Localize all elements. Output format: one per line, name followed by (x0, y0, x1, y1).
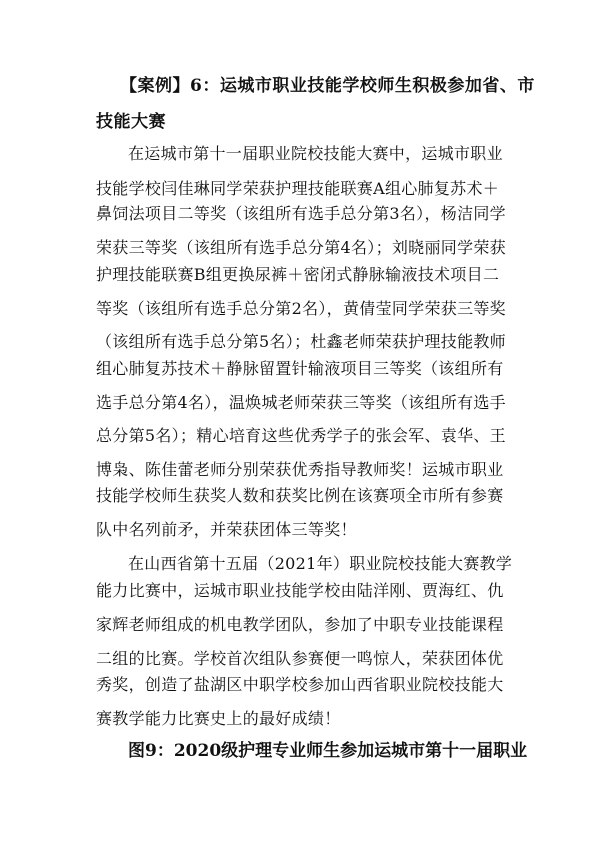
paragraph-2-line: 赛教学能力比赛史上的最好成绩！ (96, 709, 341, 728)
paragraph-1-line: 博枭、陈佳蕾老师分别荣获优秀指导教师奖！运城市职业 (96, 460, 504, 479)
paragraph-1-line: 护理技能联赛B组更换尿裤＋密闭式静脉输液技术项目二 (96, 265, 500, 284)
case-heading-line-1: 【案例】6：运城市职业技能学校师生积极参加省、市 (120, 76, 535, 96)
paragraph-1-line: （该组所有选手总分第5名）；杜鑫老师荣获护理技能教师 (96, 332, 506, 351)
paragraph-2-line: 家辉老师组成的机电教学团队，参加了中职专业技能课程 (96, 615, 504, 634)
paragraph-1-line: 鼻饲法项目二等奖（该组所有选手总分第3名），杨洁同学 (96, 204, 506, 223)
paragraph-2-line: 能力比赛中，运城市职业技能学校由陆洋刚、贾海红、仇 (96, 581, 504, 600)
paragraph-1-line: 选手总分第4名），温焕城老师荣获三等奖（该组所有选手 (96, 393, 506, 412)
paragraph-2-line: 秀奖，创造了盐湖区中职学校参加山西省职业院校技能大 (96, 675, 504, 694)
paragraph-1-line: 技能学校闫佳琳同学荣获护理技能联赛A组心肺复苏术＋ (96, 179, 500, 198)
figure-caption: 图9：2020级护理专业师生参加运城市第十一届职业 (128, 741, 528, 761)
paragraph-1-line: 在运城市第十一届职业院校技能大赛中，运城市职业 (128, 144, 503, 163)
paragraph-1-line: 荣获三等奖（该组所有选手总分第4名）；刘晓丽同学荣获 (96, 238, 506, 257)
case-heading-line-2: 技能大赛 (96, 112, 166, 132)
paragraph-1-line: 组心肺复苏技术＋静脉留置针输液项目三等奖（该组所有 (96, 359, 504, 378)
paragraph-1-line: 等奖（该组所有选手总分第2名），黄倩莹同学荣获三等奖 (96, 299, 506, 318)
paragraph-1-line: 技能学校师生获奖人数和获奖比例在该赛项全市所有参赛 (96, 486, 504, 505)
paragraph-1-line: 总分第5名）；精心培育这些优秀学子的张会军、袁华、王 (96, 426, 506, 445)
paragraph-2-line: 在山西省第十五届（2021年）职业院校技能大赛教学 (128, 554, 513, 573)
paragraph-2-line: 二组的比赛。学校首次组队参赛便一鸣惊人，荣获团体优 (96, 649, 504, 668)
paragraph-1-line: 队中名列前矛，并荣获团体三等奖！ (96, 520, 357, 539)
